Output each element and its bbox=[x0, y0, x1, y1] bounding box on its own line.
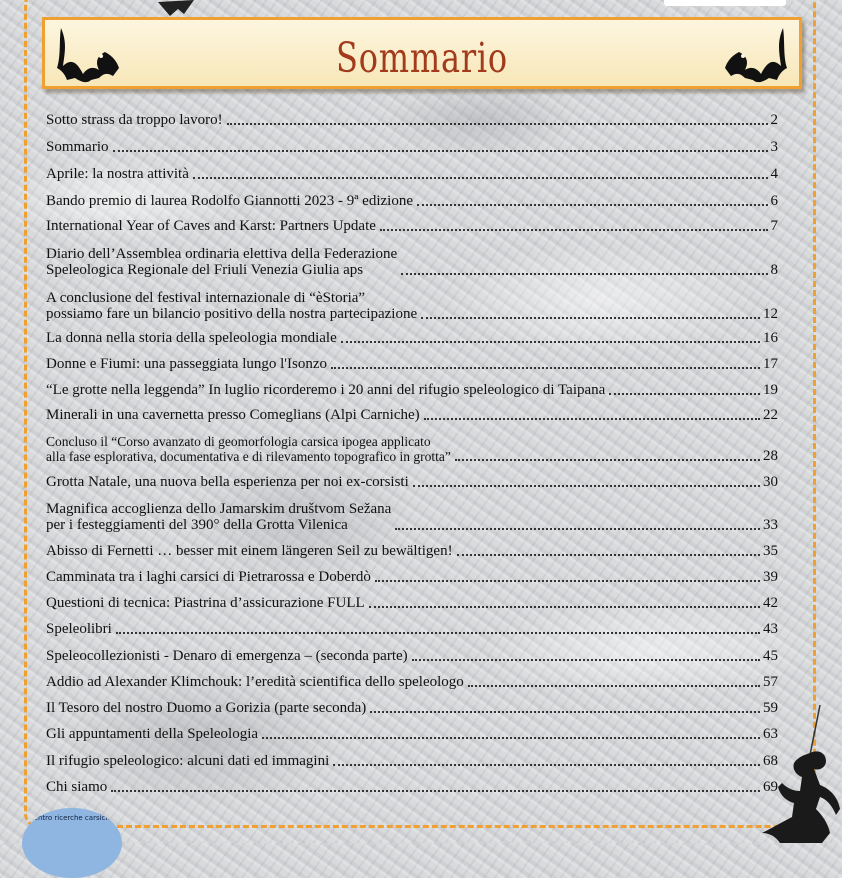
toc-entry[interactable] bbox=[46, 166, 778, 182]
toc-entry-title: Sotto strass da troppo lavoro! bbox=[46, 112, 223, 128]
toc-entry-page: 35 bbox=[763, 543, 778, 559]
toc-entry-page: 3 bbox=[770, 139, 778, 155]
toc-entry[interactable] bbox=[46, 700, 778, 716]
toc-entry-title: Aprile: la nostra attività bbox=[46, 166, 189, 182]
dot-leader bbox=[609, 393, 760, 395]
bat-icon bbox=[53, 22, 123, 86]
toc-entry-page: 43 bbox=[763, 621, 778, 637]
toc-entry-title: Speleolibri bbox=[46, 621, 112, 637]
toc-entry-title: Magnifica accoglienza dello Jamarskim društvom Sežana per i festeggiamenti del 390° della Grotta Vilenica bbox=[46, 501, 392, 533]
toc-entry-title: Speleocollezionisti - Denaro di emergenza – (seconda parte) bbox=[46, 648, 408, 664]
toc-entry[interactable] bbox=[46, 595, 778, 611]
dot-leader bbox=[457, 554, 760, 556]
dot-leader bbox=[468, 685, 760, 687]
toc-entry[interactable] bbox=[46, 648, 778, 664]
toc-entry[interactable] bbox=[46, 112, 778, 128]
dot-leader bbox=[424, 418, 760, 420]
toc-entry[interactable] bbox=[46, 779, 778, 795]
toc-entry-page: 8 bbox=[770, 262, 778, 278]
dot-leader bbox=[113, 150, 768, 152]
toc-entry-title: A conclusione del festival internazionale di “èStoria” possiamo fare un bilancio positivo della nostra partecipazione bbox=[46, 290, 418, 322]
toc-entry-title: Gli appuntamenti della Speleologia bbox=[46, 726, 259, 742]
toc-entry-page: 59 bbox=[763, 700, 778, 716]
toc-entry[interactable] bbox=[46, 246, 778, 278]
toc-entry[interactable] bbox=[46, 382, 778, 398]
toc-entry-title: Concluso il “Corso avanzato di geomorfologia carsica ipogea applicato alla fase esplorativa, documentativa e di rilevamento topografico in grotta” bbox=[46, 434, 451, 464]
dot-leader bbox=[413, 485, 760, 487]
toc-entry-title: Abisso di Fernetti … besser mit einem längeren Seil zu bewältigen! bbox=[46, 543, 453, 559]
toc-entry[interactable] bbox=[46, 674, 778, 690]
dot-leader bbox=[370, 711, 760, 713]
toc-entry[interactable] bbox=[46, 193, 778, 209]
toc-entry[interactable] bbox=[46, 407, 778, 423]
dot-leader bbox=[455, 459, 760, 461]
toc-entry-page: 2 bbox=[770, 112, 778, 128]
toc-entry[interactable] bbox=[46, 290, 778, 322]
toc-entry[interactable] bbox=[46, 474, 778, 490]
toc-entry[interactable] bbox=[46, 330, 778, 346]
toc-entry-title: Diario dell’Assemblea ordinaria elettiva della Federazione Speleologica Regionale del Friuli Venezia Giulia aps bbox=[46, 246, 398, 278]
dot-leader bbox=[331, 367, 760, 369]
toc-entry[interactable] bbox=[46, 218, 778, 234]
toc-entry-title: Grotta Natale, una nuova bella esperienza per noi ex-corsisti bbox=[46, 474, 409, 490]
toc-entry[interactable] bbox=[46, 356, 778, 372]
toc-entry-page: 12 bbox=[763, 306, 778, 322]
dot-leader bbox=[111, 790, 760, 792]
toc-entry-title: Sommario bbox=[46, 139, 109, 155]
bat-icon bbox=[721, 22, 791, 86]
toc-entry-page: 19 bbox=[763, 382, 778, 398]
top-white-tab bbox=[664, 0, 786, 6]
dot-leader bbox=[412, 659, 760, 661]
page-title: Sommario bbox=[336, 34, 508, 82]
toc-entry[interactable] bbox=[46, 621, 778, 637]
dot-leader bbox=[417, 204, 768, 206]
caver-silhouette-icon bbox=[740, 705, 842, 843]
dot-leader bbox=[341, 341, 760, 343]
toc-entry-title: Donne e Fiumi: una passeggiata lungo l'Isonzo bbox=[46, 356, 327, 372]
toc-entry-title: Addio ad Alexander Klimchouk: l’eredità scientifica dello speleologo bbox=[46, 674, 464, 690]
toc-entry-page: 33 bbox=[763, 517, 778, 533]
dot-leader bbox=[380, 229, 768, 231]
toc-entry-page: 17 bbox=[763, 356, 778, 372]
toc-entry-page: 57 bbox=[763, 674, 778, 690]
toc-entry-page: 45 bbox=[763, 648, 778, 664]
toc-entry-page: 42 bbox=[763, 595, 778, 611]
dot-leader bbox=[421, 317, 760, 319]
toc-entry-page: 28 bbox=[763, 448, 778, 464]
toc-entry-page: 39 bbox=[763, 569, 778, 585]
header-banner bbox=[42, 17, 802, 89]
toc-entry-page: 22 bbox=[763, 407, 778, 423]
toc-entry-page: 69 bbox=[763, 779, 778, 795]
toc-entry-page: 4 bbox=[770, 166, 778, 182]
toc-entry[interactable] bbox=[46, 501, 778, 533]
toc-entry[interactable] bbox=[46, 139, 778, 155]
toc-entry-page: 30 bbox=[763, 474, 778, 490]
toc-entry-title: “Le grotte nella leggenda” In luglio ricorderemo i 20 anni del rifugio speleologico di Taipana bbox=[46, 382, 606, 398]
dot-leader bbox=[401, 273, 767, 275]
dot-leader bbox=[193, 177, 768, 179]
toc-entry-page: 7 bbox=[770, 218, 778, 234]
toc-entry-title: Il rifugio speleologico: alcuni dati ed immagini bbox=[46, 753, 330, 769]
club-logo bbox=[22, 808, 122, 878]
dot-leader bbox=[333, 764, 760, 766]
black-decoration-icon bbox=[158, 0, 194, 16]
toc-entry-title: Il Tesoro del nostro Duomo a Gorizia (parte seconda) bbox=[46, 700, 367, 716]
toc-entry-title: Minerali in una cavernetta presso Comeglians (Alpi Carniche) bbox=[46, 407, 420, 423]
toc-entry-title: Camminata tra i laghi carsici di Pietrarossa e Doberdò bbox=[46, 569, 371, 585]
toc-entry-title: Questioni di tecnica: Piastrina d’assicurazione FULL bbox=[46, 595, 365, 611]
toc-entry-page: 68 bbox=[763, 753, 778, 769]
toc-entry-title: La donna nella storia della speleologia mondiale bbox=[46, 330, 337, 346]
toc-entry-page: 63 bbox=[763, 726, 778, 742]
dot-leader bbox=[369, 606, 760, 608]
toc-entry-title: International Year of Caves and Karst: Partners Update bbox=[46, 218, 376, 234]
dot-leader bbox=[262, 737, 760, 739]
toc-entry[interactable] bbox=[46, 569, 778, 585]
toc-entry[interactable] bbox=[46, 726, 778, 742]
dot-leader bbox=[227, 123, 768, 125]
toc-entry-title: Bando premio di laurea Rodolfo Giannotti 2023 - 9ª edizione bbox=[46, 193, 413, 209]
toc-entry[interactable] bbox=[46, 753, 778, 769]
dot-leader bbox=[395, 528, 760, 530]
logo-text: centro ricerche carsiche bbox=[29, 814, 115, 822]
toc-entry[interactable] bbox=[46, 434, 778, 464]
toc-entry-page: 16 bbox=[763, 330, 778, 346]
dot-leader bbox=[116, 632, 760, 634]
toc-entry-title: Chi siamo bbox=[46, 779, 108, 795]
toc-entry[interactable] bbox=[46, 543, 778, 559]
dot-leader bbox=[375, 580, 760, 582]
toc-entry-page: 6 bbox=[770, 193, 778, 209]
